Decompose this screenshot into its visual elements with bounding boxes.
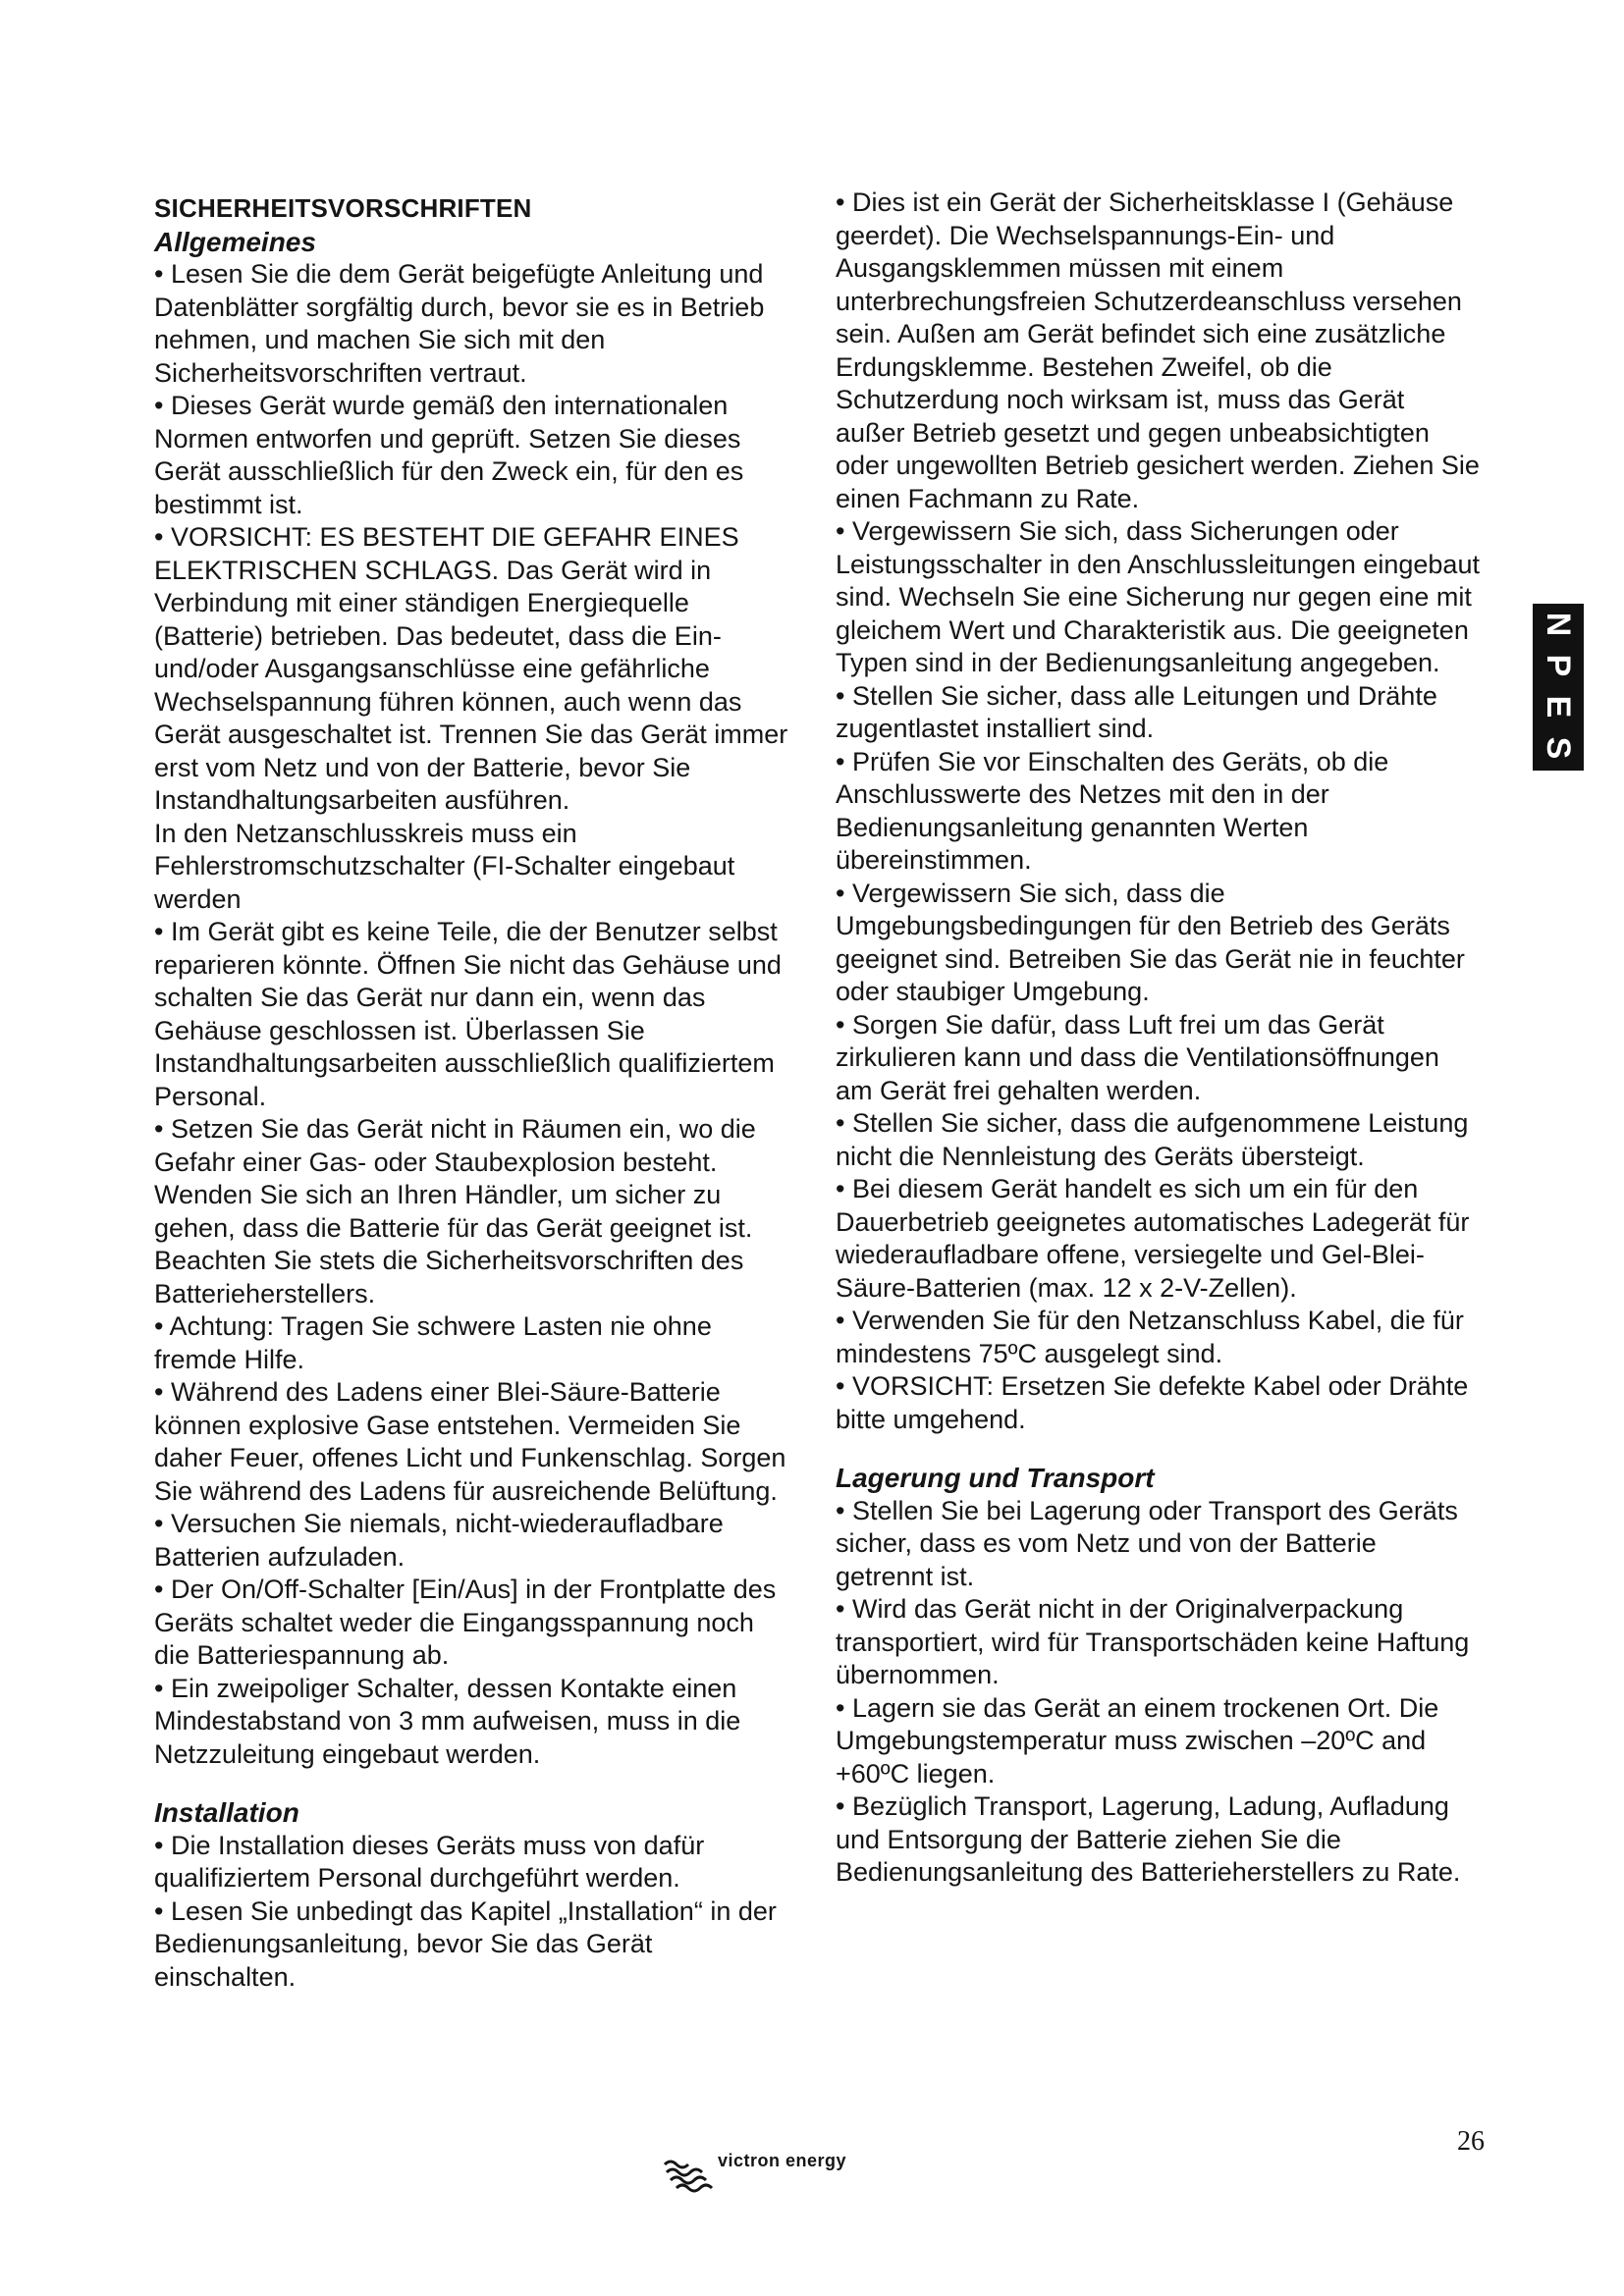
- paragraph: • Sorgen Sie dafür, dass Luft frei um das Gerät zirkulieren kann und dass die Ventilationsöffnungen am Gerät frei gehalten werden.: [836, 1009, 1439, 1105]
- page-number: 26: [1457, 2126, 1485, 2157]
- paragraph: • Dies ist ein Gerät der Sicherheitsklasse I (Gehäuse geerdet). Die Wechselspannungs-Ein- und Ausgangsklemmen müssen mit einem unterbrechungsfreien Schutzerdeanschluss versehen sein. Außen am Gerät befindet sich eine zusätzliche Erdungsklemme. Bestehen Zweifel, ob die Schutzerdung noch wirksam ist, muss das Gerät außer Betrieb gesetzt und gegen unbeabsichtigten oder ungewollten Betrieb gesichert werden. Ziehen Sie einen Fachmann zu Rate.: [836, 187, 1480, 513]
- side-tab-letter: N: [1540, 612, 1577, 637]
- paragraph: • Verwenden Sie für den Netzanschluss Kabel, die für mindestens 75ºC ausgelegt sind.: [836, 1306, 1464, 1368]
- paragraph: • VORSICHT: Ersetzen Sie defekte Kabel oder Drähte bitte umgehend.: [836, 1371, 1469, 1434]
- brand-name: victron energy: [718, 2151, 847, 2170]
- paragraph: • VORSICHT: ES BESTEHT DIE GEFAHR EINES ELEKTRISCHEN SCHLAGS. Das Gerät wird in Verbindung mit einer ständigen Energiequelle (Batterie) betrieben. Das bedeutet, dass die Ein- und/oder Ausgangsanschlüsse eine gefährliche Wechselspannung führen können, auch wenn das Gerät ausgeschaltet ist. Trennen Sie das Gerät immer erst vom Netz und von der Batterie, bevor Sie Instandhaltungsarbeiten ausführen.: [154, 522, 788, 815]
- paragraph: • Dieses Gerät wurde gemäß den internationalen Normen entworfen und geprüft. Setzen Sie dieses Gerät ausschließlich für den Zweck ein, für den es bestimmt ist.: [154, 391, 744, 519]
- paragraph: • Ein zweipoliger Schalter, dessen Kontakte einen Mindestabstand von 3 mm aufweisen, muss in die Netzzuleitung eingebaut werden.: [154, 1673, 741, 1769]
- paragraph: • Versuchen Sie niemals, nicht-wiederaufladbare Batterien aufzuladen.: [154, 1509, 724, 1572]
- paragraph: • Lagern sie das Gerät an einem trockenen Ort. Die Umgebungstemperatur muss zwischen –20ºC and +60ºC liegen.: [836, 1692, 1439, 1789]
- paragraph: • Im Gerät gibt es keine Teile, die der Benutzer selbst reparieren könnte. Öffnen Sie nicht das Gehäuse und schalten Sie das Gerät nur dann ein, wenn das Gehäuse geschlossen ist. Überlassen Sie Instandhaltungsarbeiten ausschließlich qualifiziertem Personal.: [154, 917, 782, 1111]
- side-tab-letter: P: [1540, 654, 1577, 677]
- victron-wave-icon: [661, 2157, 716, 2196]
- side-tab-letter: S: [1540, 736, 1577, 760]
- side-tab-letter: E: [1540, 695, 1577, 719]
- page-title: SICHERHEITSVORSCHRIFTEN: [154, 193, 532, 223]
- language-side-tab: [1533, 604, 1584, 771]
- paragraph: • Achtung: Tragen Sie schwere Lasten nie ohne fremde Hilfe.: [154, 1311, 712, 1374]
- heading-installation: Installation: [154, 1797, 299, 1828]
- heading-allgemeines: Allgemeines: [154, 226, 316, 257]
- paragraph: • Lesen Sie die dem Gerät beigefügte Anleitung und Datenblätter sorgfältig durch, bevor sie es in Betrieb nehmen, und machen Sie sich mit den Sicherheitsvorschriften vertraut.: [154, 259, 765, 388]
- left-column: [154, 192, 792, 1994]
- paragraph: • Stellen Sie bei Lagerung oder Transport des Geräts sicher, dass es vom Netz und von der Batterie getrennt ist.: [836, 1495, 1458, 1591]
- paragraph: • Stellen Sie sicher, dass die aufgenommene Leistung nicht die Nennleistung des Geräts übersteigt.: [836, 1108, 1469, 1171]
- paragraph: • Vergewissern Sie sich, dass die Umgebungsbedingungen für den Betrieb des Geräts geeignet sind. Betreiben Sie das Gerät nie in feuchter oder staubiger Umgebung.: [836, 878, 1465, 1006]
- paragraph: • Lesen Sie unbedingt das Kapitel „Installation“ in der Bedienungsanleitung, bevor Sie das Gerät einschalten.: [154, 1896, 777, 1992]
- paragraph: • Bei diesem Gerät handelt es sich um ein für den Dauerbetrieb geeignetes automatisches Ladegerät für wiederaufladbare offene, versiegelte und Gel-Blei-Säure-Batterien (max. 12 x 2-V-Zellen).: [836, 1174, 1470, 1303]
- right-column: [836, 187, 1480, 1890]
- paragraph: • Der On/Off-Schalter [Ein/Aus] in der Frontplatte des Geräts schaltet weder die Eingangsspannung noch die Batteriespannung ab.: [154, 1575, 777, 1670]
- paragraph: • Während des Ladens einer Blei-Säure-Batterie können explosive Gase entstehen. Vermeiden Sie daher Feuer, offenes Licht und Funkenschlag. Sorgen Sie während des Ladens für ausreichende Belüftung.: [154, 1377, 786, 1506]
- paragraph: • Wird das Gerät nicht in der Originalverpackung transportiert, wird für Transportschäden keine Haftung übernommen.: [836, 1594, 1470, 1689]
- heading-lagerung-transport: Lagerung und Transport: [836, 1463, 1155, 1493]
- victron-logo: [661, 2151, 896, 2200]
- paragraph: • Setzen Sie das Gerät nicht in Räumen ein, wo die Gefahr einer Gas- oder Staubexplosion besteht. Wenden Sie sich an Ihren Händler, um sicher zu gehen, dass die Batterie für das Gerät geeignet ist. Beachten Sie stets die Sicherheitsvorschriften des Batterieherstellers.: [154, 1114, 756, 1308]
- paragraph: • Bezüglich Transport, Lagerung, Ladung, Aufladung und Entsorgung der Batterie ziehen Sie die Bedienungsanleitung des Batterieherstellers zu Rate.: [836, 1791, 1461, 1887]
- paragraph: • Stellen Sie sicher, dass alle Leitungen und Drähte zugentlastet installiert sind.: [836, 680, 1437, 743]
- paragraph: • Die Installation dieses Geräts muss von dafür qualifiziertem Personal durchgeführt werden.: [154, 1830, 705, 1893]
- paragraph: • Prüfen Sie vor Einschalten des Geräts, ob die Anschlusswerte des Netzes mit den in der Bedienungsanleitung genannten Werten übereinstimmen.: [836, 746, 1389, 875]
- paragraph: In den Netzanschlusskreis muss ein Fehlerstromschutzschalter (FI-Schalter eingebaut werden: [154, 818, 735, 914]
- paragraph: • Vergewissern Sie sich, dass Sicherungen oder Leistungsschalter in den Anschlussleitungen eingebaut sind. Wechseln Sie eine Sicherung nur gegen eine mit gleichem Wert und Charakteristik aus. Die geeigneten Typen sind in der Bedienungsanleitung angegeben.: [836, 516, 1480, 677]
